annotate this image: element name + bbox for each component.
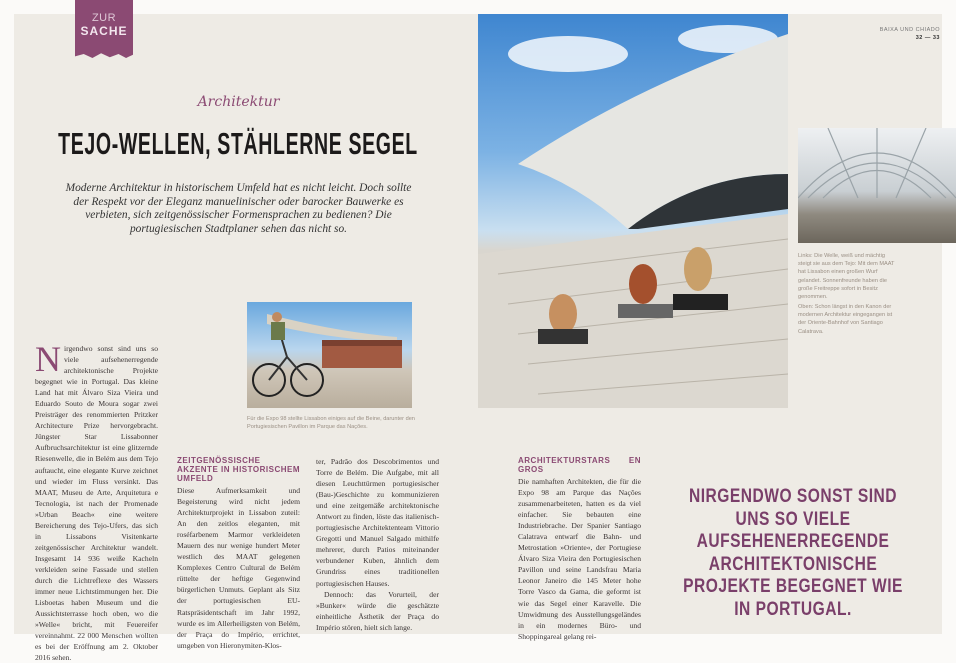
subheading-zeitgenoessische-akzente: ZEITGENÖSSISCHE AKZENTE IN HISTORISCHEM UMFELD (177, 456, 300, 483)
right-caption-1: Links: Die Welle, weiß und mächtig steigt sie aus dem Tejo: Mit dem MAAT hat Lissabon einen großen Wurf gelandet. Sonnenfreunde haben die große Freitreppe sofort in Besitz genommen. (798, 253, 895, 301)
section-tab (75, 0, 133, 52)
cyclist-photo (247, 302, 412, 408)
tab-line1: ZUR (91, 12, 117, 24)
article-title: TEJO-WELLEN, STÄHLERNE SEGEL (58, 126, 418, 161)
section-name: BAIXA UND CHIADO (879, 27, 940, 33)
page-header (880, 26, 940, 42)
column-2 (177, 456, 300, 651)
oriente-station-photo (798, 128, 956, 243)
cyclist-photo-art (247, 302, 412, 408)
page-numbers: 32 — 33 (915, 35, 940, 41)
maat-photo (478, 14, 788, 408)
column-1-text: irgendwo sonst sind uns so viele aufsehenerregende architektonische Projekte begegnet wie in Portugal. Das kleine Land hat mit Álvaro Siza Vieira und Eduardo Souto de Moura sogar zwei Preisträger des renommierten Pritzker Architecture Prize hervorgebracht. Jüngster Star Lissabonner Aufbruchsarchitektur ist eine glitzernde Riesenwelle, die in Belém aus dem Tejo auftaucht, eine elegante Kurve zeichnet und wieder im Fluss versinkt. Das MAAT, Museu de Arte, Arquitetura e Tecnologia, ist nach der Promenade »Urban Beach« eine weitere Bereicherung des Tejo-Ufers, das sich in Lissabons Visitenkarte zeitgenössischer Architektur wandelt. Insgesamt 14 936 weiße Kacheln verkleiden seine Fassade und stellen durch die Lichtreflexe des Wassers immer neue Lichtstimmungen her. Die Lisboetas haben Museum und die Aussichtsterrasse hoch oben, wo die »Welle« bricht, mit Feuereifer vereinnahmt. 22 000 Menschen wollten es bei der Eröffnung am 2. Oktober 2016 sehen. (35, 344, 158, 663)
oriente-photo-art (798, 128, 956, 243)
column-3 (316, 456, 439, 633)
drop-cap: N (35, 339, 61, 379)
subheading-architekturstars: ARCHITEKTURSTARS EN GROS (518, 456, 641, 474)
column-1 (35, 339, 158, 663)
tab-line2: SACHE (80, 24, 128, 38)
column-4 (518, 456, 641, 642)
pull-quote: NIRGENDWO SONST SIND UNS SO VIELE AUFSEHENERREGENDE ARCHITEKTONISCHE PROJEKTE BEGEGNET WIE IN PORTUGAL. (683, 486, 903, 620)
article-intro: Moderne Architektur in historischem Umfeld hat es nicht leicht. Doch sollte der Respekt vor der Eleganz manuelinischer oder barocker Bauwerke es verbieten, sich zeitgenössischer Formensprachen zu bedienen? Die portugiesischen Stadtplaner sehen das nicht so. (65, 182, 412, 235)
kicker: Architektur (197, 94, 280, 110)
right-caption-2: Oben: Schon längst in den Kanon der modernen Architektur eingegangen ist der Oriente-Bahnhof von Santiago Calatrava. (798, 304, 893, 335)
column-3-text: ter, Padrão dos Descobrimentos und Torre de Belém. Die Aufgabe, mit all diesen Leuchttürmen portugiesischer (Bau-)Geschichte zu kommunizieren und eine zeitgemäße architektonische Antwort zu finden, löste das italienisch-portugiesische Architektenteam Vittorio Gregotti und Manuel Salgado mithilfe mehrerer, durch Patios miteinander verbundener Kuben, ähnlich dem Grundriss eines traditionellen portugiesischen Hauses. (316, 457, 439, 588)
column-4-text: Die namhaften Architekten, die für die Expo 98 am Parque das Nações zusammenarbeiteten, hatten es da viel einfacher. Sie bebauten eine Industriebrache. Der Spanier Santiago Calatrava entwarf die Bahn- und Metrostation »Oriente«, der Portugiese Álvaro Siza Vieira den Portugiesischen Pavillon und seine Landsfrau Maria Leonor Janeiro die 145 Meter hohe Torre Vasco da Gama, die geformt ist wie das Segel einer Karavelle. Die Umwidmung des Ausstellungsgeländes in ein modernes Büro- und Shoppingareal gelang rei- (518, 477, 641, 641)
maat-photo-art (478, 14, 788, 408)
column-3-text-2: Dennoch: das Vorurteil, der »Bunker« würde die geschätzte einheitliche Ästhetik der Praça do Império stören, hielt sich lange. (316, 589, 439, 632)
cyclist-caption: Für die Expo 98 stellte Lissabon einiges auf die Beine, darunter den Portugiesischen Pavillon im Parque das Nações. (247, 416, 415, 431)
column-2-text: Diese Aufmerksamkeit und Begeisterung wird nicht jedem Architekturprojekt in Lissabon zuteil: An den zeitlos eleganten, mit roséfarbenem Marmor verkleideten Mauern des nur wenige hundert Meter westlich des MAAT gelegenen Komplexes Centro Cultural de Belém rüttelte der heftige Gegenwind bürgerlichen Unmuts. Geplant als Sitz der portugiesischen EU-Ratspräsidentschaft im Jahr 1992, wurde es im Allerheiligsten von Belém, der Praça do Império, errichtet, umgeben von Hieronymiten-Klos- (177, 486, 300, 650)
